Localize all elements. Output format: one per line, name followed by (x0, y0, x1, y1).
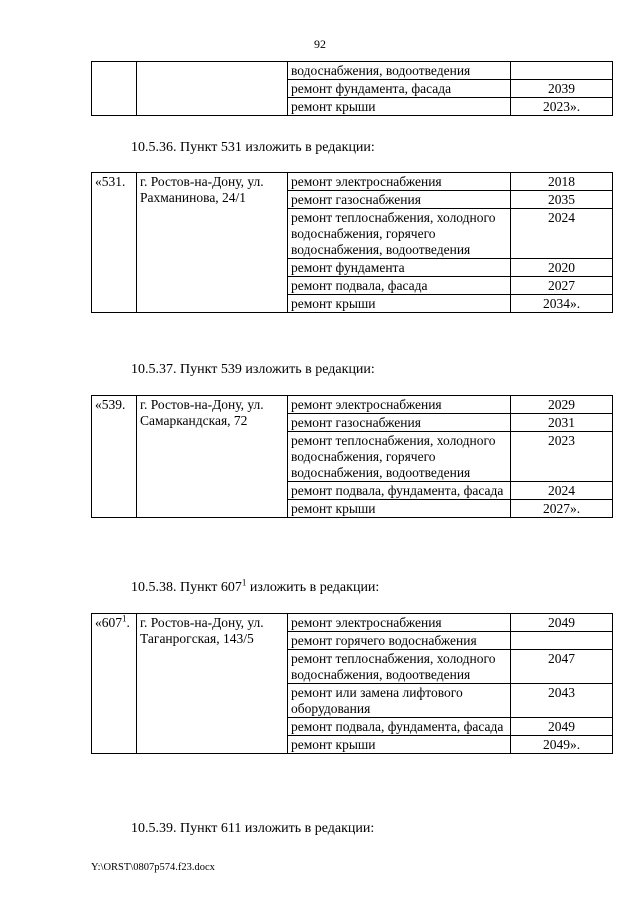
year-cell: 2029 (511, 396, 613, 414)
year-cell: 2020 (511, 259, 613, 277)
year-cell: 2047 (511, 650, 613, 684)
work-cell: ремонт фундамента (288, 259, 511, 277)
page-number: 92 (314, 37, 326, 51)
year-cell (511, 62, 613, 80)
item-607-1-table (91, 613, 613, 754)
year-cell: 2049 (511, 718, 613, 736)
item-number-superscript: 1 (122, 613, 127, 624)
item-531-table (91, 172, 613, 313)
work-cell: ремонт газоснабжения (288, 414, 511, 432)
address-cell (137, 62, 288, 116)
work-cell: ремонт крыши (288, 736, 511, 754)
section-heading: 10.5.39. Пункт 611 изложить в редакции: (131, 821, 375, 836)
table-row (92, 62, 613, 80)
work-cell: ремонт теплоснабжения, холодного водоснабжения, горячего водоснабжения, водоотведения (288, 432, 511, 482)
continuation-table (91, 61, 613, 116)
item-number (92, 614, 137, 754)
work-cell: ремонт подвала, фасада (288, 277, 511, 295)
year-cell: 2027». (511, 500, 613, 518)
address-cell: г. Ростов-на-Дону, ул. Таганрогская, 143/5 (137, 614, 288, 754)
work-cell: ремонт электроснабжения (288, 396, 511, 414)
year-cell: 2039 (511, 80, 613, 98)
year-cell: 2023». (511, 98, 613, 116)
year-cell (511, 632, 613, 650)
work-cell: ремонт или замена лифтового оборудования (288, 684, 511, 718)
work-cell: ремонт подвала, фундамента, фасада (288, 482, 511, 500)
table-row (92, 173, 613, 191)
year-cell: 2027 (511, 277, 613, 295)
work-cell: ремонт электроснабжения (288, 614, 511, 632)
work-cell: ремонт крыши (288, 295, 511, 313)
item-number-tail: . (126, 615, 130, 630)
work-cell: ремонт горячего водоснабжения (288, 632, 511, 650)
heading-tail: изложить в редакции: (246, 580, 380, 595)
section-heading: 10.5.36. Пункт 531 изложить в редакции: (131, 140, 375, 155)
work-cell: ремонт газоснабжения (288, 191, 511, 209)
table-row (92, 396, 613, 414)
year-cell: 2049». (511, 736, 613, 754)
heading-superscript: 1 (241, 577, 247, 588)
year-cell: 2035 (511, 191, 613, 209)
address-cell: г. Ростов-на-Дону, ул. Рахманинова, 24/1 (137, 173, 288, 313)
num-cell (92, 62, 137, 116)
item-number-text: «607 (95, 615, 122, 630)
year-cell: 2034». (511, 295, 613, 313)
section-heading: 10.5.37. Пункт 539 изложить в редакции: (131, 362, 375, 377)
heading-text: 10.5.38. Пункт 607 (131, 580, 242, 595)
work-cell: ремонт электроснабжения (288, 173, 511, 191)
year-cell: 2031 (511, 414, 613, 432)
address-cell: г. Ростов-на-Дону, ул. Самаркандская, 72 (137, 396, 288, 518)
work-cell: ремонт теплоснабжения, холодного водоснабжения, водоотведения (288, 650, 511, 684)
year-cell: 2018 (511, 173, 613, 191)
year-cell: 2024 (511, 209, 613, 259)
item-number: «531. (92, 173, 137, 313)
table-row (92, 614, 613, 632)
work-cell: ремонт крыши (288, 500, 511, 518)
work-cell: ремонт фундамента, фасада (288, 80, 511, 98)
work-cell: ремонт подвала, фундамента, фасада (288, 718, 511, 736)
year-cell: 2049 (511, 614, 613, 632)
footer-file-path: Y:\ORST\0807p574.f23.docx (91, 862, 215, 873)
item-539-table (91, 395, 613, 518)
year-cell: 2023 (511, 432, 613, 482)
item-number: «539. (92, 396, 137, 518)
work-cell: ремонт теплоснабжения, холодного водоснабжения, горячего водоснабжения, водоотведения (288, 209, 511, 259)
work-cell: ремонт крыши (288, 98, 511, 116)
year-cell: 2043 (511, 684, 613, 718)
work-cell: водоснабжения, водоотведения (288, 62, 511, 80)
year-cell: 2024 (511, 482, 613, 500)
section-heading (131, 579, 379, 596)
